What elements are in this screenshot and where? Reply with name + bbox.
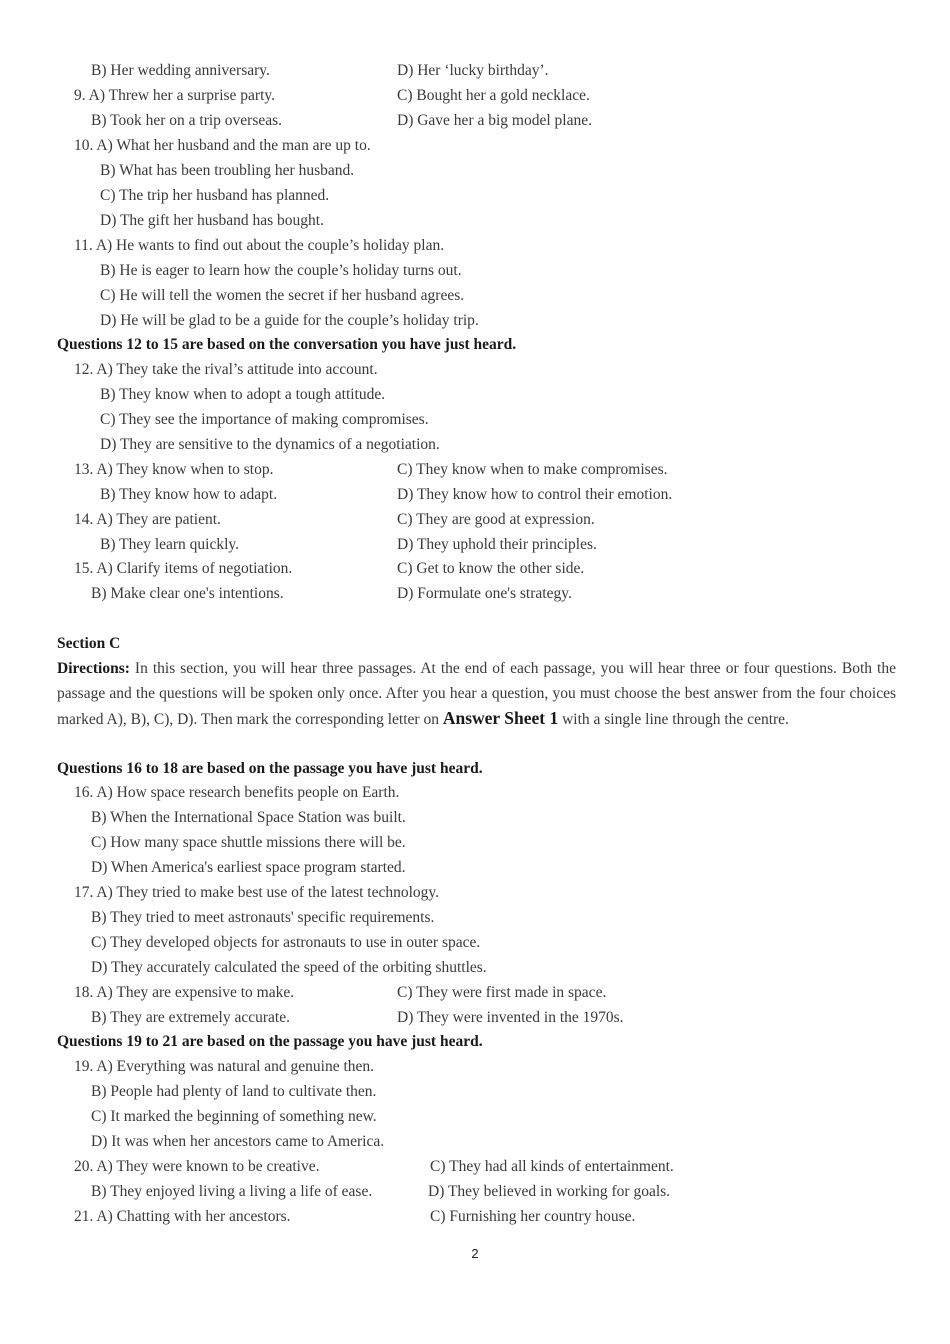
- directions-text-1: In this section, you will hear three passages. At the end of each passage, you will hear three or four questions. Both the passage and the questions will be spoken only once. After you hear a question, you must choose the best answer from the four choices marked A), B), C), D). Then mark the corresponding letter on: [57, 660, 896, 728]
- q13-option-b: B) They know how to adapt.: [100, 486, 278, 503]
- q14-option-d: D) They uphold their principles.: [397, 536, 597, 553]
- q13-option-d: D) They know how to control their emotion.: [397, 486, 673, 503]
- q18-option-a: 18. A) They are expensive to make.: [74, 984, 295, 1001]
- q19-option-c: C) It marked the beginning of something new.: [91, 1108, 377, 1125]
- q20-option-c: C) They had all kinds of entertainment.: [430, 1158, 674, 1175]
- q18-option-c: C) They were first made in space.: [397, 984, 607, 1001]
- q15-option-d: D) Formulate one's strategy.: [397, 585, 572, 602]
- q15-option-b: B) Make clear one's intentions.: [91, 585, 284, 602]
- q10-option-c: C) The trip her husband has planned.: [100, 187, 330, 204]
- q17-option-a: 17. A) They tried to make best use of the latest technology.: [74, 884, 440, 901]
- q9-option-b: B) Took her on a trip overseas.: [91, 112, 283, 129]
- q11-option-a: 11. A) He wants to find out about the couple’s holiday plan.: [74, 237, 445, 254]
- q17-option-c: C) They developed objects for astronauts to use in outer space.: [91, 934, 481, 951]
- q11-option-d: D) He will be glad to be a guide for the couple’s holiday trip.: [100, 312, 479, 329]
- q16-option-c: C) How many space shuttle missions there will be.: [91, 834, 406, 851]
- q14-option-a: 14. A) They are patient.: [74, 511, 221, 528]
- q12-option-a: 12. A) They take the rival’s attitude into account.: [74, 361, 378, 378]
- questions-16-18-heading: Questions 16 to 18 are based on the passage you have just heard.: [57, 760, 483, 777]
- q9-option-d: D) Gave her a big model plane.: [397, 112, 592, 129]
- q13-option-c: C) They know when to make compromises.: [397, 461, 668, 478]
- q19-option-d: D) It was when her ancestors came to America.: [91, 1133, 385, 1150]
- q15-option-a: 15. A) Clarify items of negotiation.: [74, 560, 293, 577]
- q20-option-a: 20. A) They were known to be creative.: [74, 1158, 320, 1175]
- q18-option-d: D) They were invented in the 1970s.: [397, 1009, 624, 1026]
- q20-option-d: D) They believed in working for goals.: [428, 1183, 671, 1200]
- q13-option-a: 13. A) They know when to stop.: [74, 461, 274, 478]
- q11-option-c: C) He will tell the women the secret if her husband agrees.: [100, 287, 465, 304]
- q11-option-b: B) He is eager to learn how the couple’s holiday turns out.: [100, 262, 462, 279]
- directions-label: Directions:: [57, 660, 130, 677]
- q14-option-c: C) They are good at expression.: [397, 511, 595, 528]
- q12-option-b: B) They know when to adopt a tough attitude.: [100, 386, 386, 403]
- q10-option-b: B) What has been troubling her husband.: [100, 162, 355, 179]
- q10-option-a: 10. A) What her husband and the man are up to.: [74, 137, 371, 154]
- q17-option-b: B) They tried to meet astronauts' specific requirements.: [91, 909, 435, 926]
- q8-option-d: D) Her ‘lucky birthday’.: [397, 62, 549, 79]
- q10-option-d: D) The gift her husband has bought.: [100, 212, 324, 229]
- q9-option-a: 9. A) Threw her a surprise party.: [74, 87, 276, 104]
- directions-paragraph: [57, 656, 896, 732]
- q18-option-b: B) They are extremely accurate.: [91, 1009, 290, 1026]
- q12-option-c: C) They see the importance of making compromises.: [100, 411, 429, 428]
- q21-option-a: 21. A) Chatting with her ancestors.: [74, 1208, 291, 1225]
- directions-text-2: with a single line through the centre.: [558, 711, 789, 728]
- q17-option-d: D) They accurately calculated the speed of the orbiting shuttles.: [91, 959, 487, 976]
- q12-option-d: D) They are sensitive to the dynamics of a negotiation.: [100, 436, 440, 453]
- q21-option-c: C) Furnishing her country house.: [430, 1208, 636, 1225]
- q8-option-b: B) Her wedding anniversary.: [91, 62, 270, 79]
- page-number: 2: [471, 1246, 479, 1261]
- q16-option-d: D) When America's earliest space program started.: [91, 859, 406, 876]
- q20-option-b: B) They enjoyed living a living a life of ease.: [91, 1183, 373, 1200]
- questions-12-15-heading: Questions 12 to 15 are based on the conversation you have just heard.: [57, 336, 517, 353]
- q9-option-c: C) Bought her a gold necklace.: [397, 87, 590, 104]
- q14-option-b: B) They learn quickly.: [100, 536, 240, 553]
- q19-option-b: B) People had plenty of land to cultivate then.: [91, 1083, 377, 1100]
- section-c-title: Section C: [57, 635, 121, 652]
- q19-option-a: 19. A) Everything was natural and genuine then.: [74, 1058, 375, 1075]
- q16-option-b: B) When the International Space Station was built.: [91, 809, 406, 826]
- q15-option-c: C) Get to know the other side.: [397, 560, 585, 577]
- answer-sheet-ref: Answer Sheet 1: [442, 708, 559, 728]
- q16-option-a: 16. A) How space research benefits people on Earth.: [74, 784, 400, 801]
- questions-19-21-heading: Questions 19 to 21 are based on the passage you have just heard.: [57, 1033, 483, 1050]
